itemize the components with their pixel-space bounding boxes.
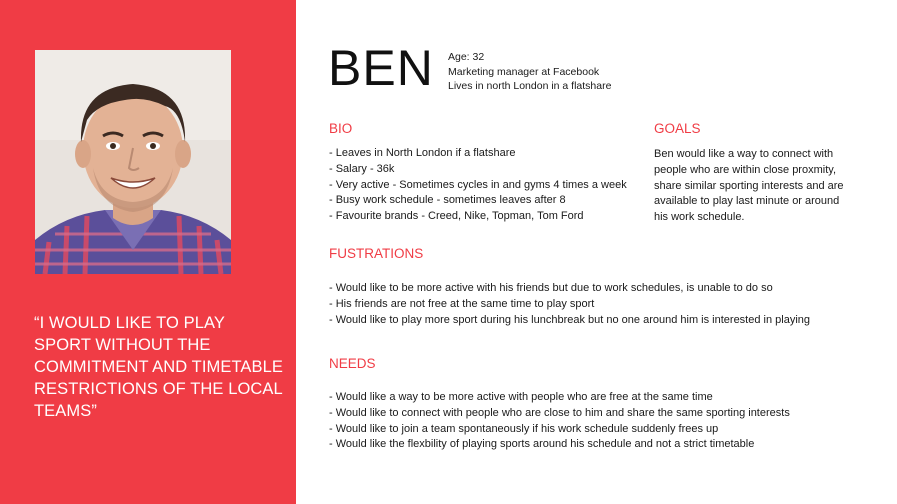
frustrations-item: - Would like to be more active with his friends but due to work schedules, is unable to do so	[329, 282, 773, 294]
persona-home: Lives in north London in a flatshare	[448, 80, 612, 92]
bio-item: - Very active - Sometimes cycles in and gyms 4 times a week	[329, 178, 627, 191]
goals-line: Ben would like a way to connect with	[654, 148, 834, 160]
persona-quote: “I WOULD LIKE TO PLAY SPORT WITHOUT THE COMMITMENT AND TIMETABLE RESTRICTIONS OF THE LOCAL TEAMS”	[34, 314, 284, 420]
persona-details	[448, 50, 611, 94]
bio-item: - Busy work schedule - sometimes leaves after 8	[329, 194, 566, 207]
bio-item: - Leaves in North London if a flatshare	[329, 147, 516, 159]
persona-job: Marketing manager at Facebook	[448, 65, 600, 78]
needs-item: - Would like to join a team spontaneously if his work schedule suddenly frees up	[329, 422, 719, 435]
persona-name: BEN	[328, 40, 434, 96]
goals-line: people who are within close proxmity,	[654, 163, 836, 176]
needs-item: - Would like to connect with people who are close to him and share the same sporting interests	[329, 406, 790, 419]
frustrations-heading: FUSTRATIONS	[329, 246, 424, 261]
bio-heading: BIO	[329, 121, 353, 136]
goals-text	[654, 147, 844, 226]
needs-item: - Would like a way to be more active with people who are free at the same time	[329, 391, 713, 403]
bio-list	[329, 146, 627, 225]
bio-item: - Salary - 36k	[329, 162, 395, 175]
persona-photo	[35, 50, 231, 274]
quote-panel	[0, 0, 296, 504]
persona-portrait-illustration	[35, 50, 231, 274]
needs-list	[329, 390, 790, 453]
needs-heading: NEEDS	[329, 356, 376, 371]
frustrations-item: - His friends are not free at the same time to play sport	[329, 297, 595, 310]
bio-item: - Favourite brands - Creed, Nike, Topman, Tom Ford	[329, 210, 584, 223]
frustrations-item: - Would like to play more sport during his lunchbreak but no one around him is interested in playing	[329, 313, 811, 326]
needs-item: - Would like the flexbility of playing sports around his schedule and not a strict timetable	[329, 438, 755, 451]
goals-line: his work schedule.	[654, 211, 745, 224]
frustrations-list	[329, 281, 810, 328]
goals-line: share similar sporting interests and are	[654, 179, 844, 192]
goals-line: available to play last minute or around	[654, 195, 840, 208]
goals-heading: GOALS	[654, 121, 701, 136]
persona-age: Age: 32	[448, 51, 485, 63]
